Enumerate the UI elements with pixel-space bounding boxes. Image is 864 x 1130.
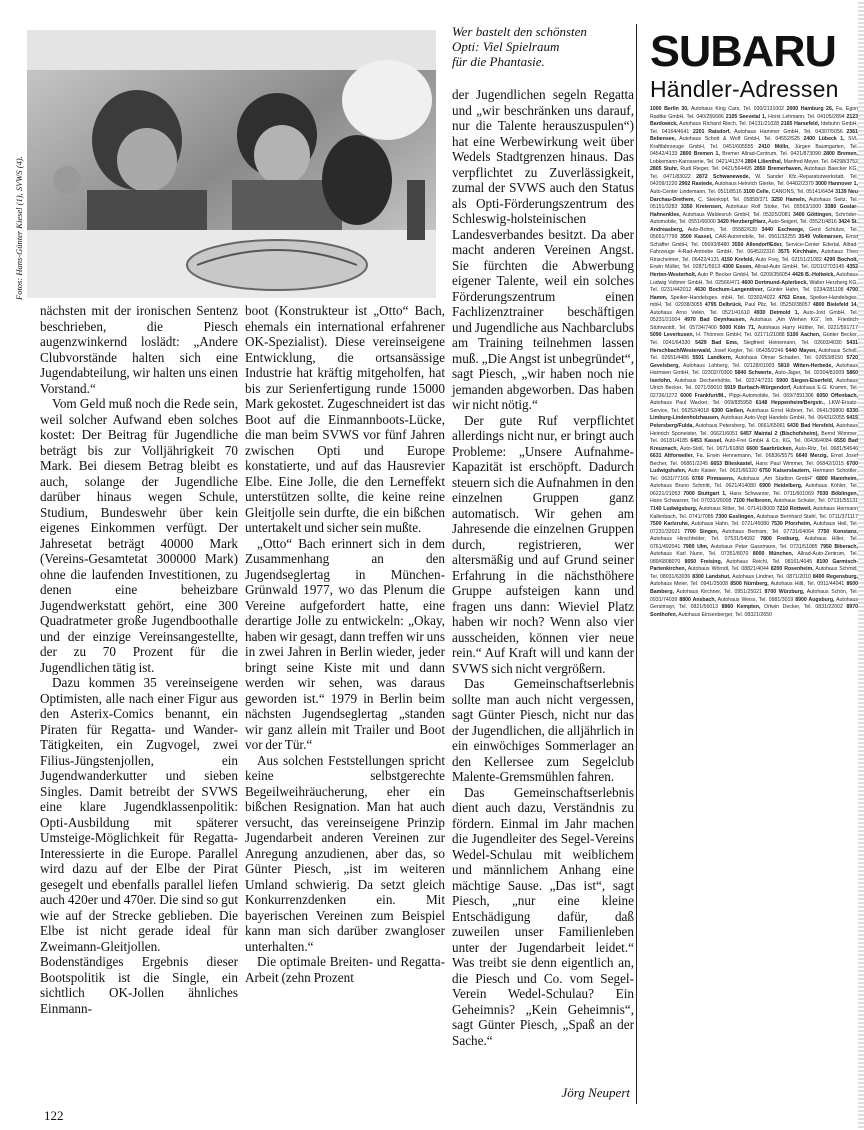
dealer-entry [730, 581, 846, 587]
dealer-postcode-city: 2123 Bardowick, [650, 113, 858, 128]
dealer-postcode-city: 8900 Augsburg, [795, 596, 835, 603]
dealer-entry [735, 370, 847, 376]
article-column-2 [245, 303, 445, 985]
dealer-details: Auto-Jost GmbH, Tel. 05231/21004 [650, 309, 858, 324]
dealer-details: Speiker-Handelsges. mbH, Tel. 02938/3055 [650, 294, 858, 309]
dealer-postcode-city: 8100 Garmisch-Partenkirchen, [650, 558, 858, 573]
dealer-entry [733, 498, 858, 504]
dealer-postcode-city: 4763 Ense, [778, 294, 807, 301]
dealer-postcode-city: 4150 Krefeld, [721, 256, 754, 263]
dealer-details: Speiker-Handelsges. mbH, Tel. 02302/4022 [667, 294, 779, 301]
dealer-entry [690, 438, 834, 444]
dealer-details: Jürgen Baumgarten, Tel. 04542/4133 [650, 143, 858, 158]
dealer-postcode-city: 8000 München, [752, 551, 794, 558]
dealer-postcode-city: 6653 Blieskastel, [710, 460, 754, 467]
dealer-postcode-city: 4800 Bielefeld 14, [812, 302, 858, 309]
paragraph: Aus solchen Feststellungen spricht keine selbstgerechte Begeilweihräucherung, eher ein bißchen Resignation. Man hat auch versucht, das vereinseigene Prinzip Jugendarbeit anderen Vereinen zur Anregung anzudienen, aber das, so Günter Piesch, „ist im weiteren Umland schwierig. Da setzt gleich Konkurrenzdenken ein. Mit bayerischen Vereinen zum Beispiel kann man sich darüber zwangloser unterhalten.“ [245, 752, 445, 954]
dealer-details: Manfred Meyer, Tel. 04298/3752 [782, 158, 858, 165]
dealer-details: Bernd Wimmer, Tel. 06181/4185 [650, 430, 858, 445]
article-column-1 [40, 303, 238, 1016]
dealer-details: Autohaus „Am Wiehen KG“, Inh. Friedrich Stührwoldt, Tel. 05734/7400 [650, 317, 858, 331]
dealer-details: LKW-Ersatz-Service, Tel. 06252/4018 [650, 400, 858, 414]
dealer-details: Horst Lehmann, Tel. 04105/2894 [766, 113, 847, 120]
dealer-postcode-city: 4700 Hamm, [650, 287, 858, 301]
photo-illustration [27, 30, 436, 298]
photo-children-building-optis [27, 30, 436, 298]
dealer-details: Fa. Erwin Hennemann, Tel. 06836/5575 [693, 453, 796, 460]
dealer-postcode-city: 5090 Leverkusen, [650, 332, 694, 339]
paragraph: Die optimale Breiten- und Regatta-Arbeit (zehn Prozent [245, 954, 445, 985]
dealer-postcode-city: 8600 Bamberg, [650, 581, 858, 595]
dealer-details: Autohaus Hirschfelder, Tel. 07531/54092 [650, 536, 761, 543]
paragraph: nächsten mit der ironischen Sentenz beschrieben, die Piesch augenzwinkernd loslädt: „Andere Clubvorstände halten sich eine Jugendabteilung, wir halten uns einen Vorstand.“ [40, 303, 238, 396]
dealer-postcode-city: 3400 Göttingen, [792, 211, 833, 218]
dealer-details: Autohaus Auto-Vogt Handels GmbH, Tel. 06431/2055 [719, 415, 847, 422]
dealer-postcode-city: 6550 Bad Kreuznach, [650, 438, 858, 452]
dealer-details: Autohaus Harmsen GmbH, Tel. 02302/70300 [650, 362, 858, 377]
dealer-postcode-city: 2800 Bremen, [823, 151, 858, 158]
dealer-postcode-city: 7700 Singen, [684, 528, 719, 535]
dealer-details: Autohaus Hammer GmbH, Tel. 04307/5056 [730, 128, 847, 135]
dealer-details: Autohaus Paul Wacker, Tel. 069/835958 [650, 400, 756, 407]
dealer-details: Autohaus Wörndl, Tel. 08821/4044 [686, 566, 771, 573]
dealer-entry [715, 514, 858, 520]
dealer-details: Bremer Allrad-Centrum, Tel. 0421/873090 [719, 151, 824, 158]
dealer-details: Ortwin Decker, Tel. 0831/22002 [760, 604, 847, 611]
dealer-postcode-city: 2410 Mölln, [758, 143, 790, 150]
dealer-postcode-city: 6640 Merzig, [795, 453, 829, 460]
dealer-details: Autohaus Einsenberger, Tel. 08321/2650 [677, 611, 772, 618]
dealer-details: Autohaus Richard Riech, Tel. 04131/21028 [677, 121, 781, 128]
dealer-details: Idebuhn GmbH, Tel. 04164/4641 [650, 121, 858, 135]
dealer-details: Auto-Stoll, Tel. 0671/61868 [677, 445, 747, 452]
paragraph: der Jugendlichen segeln Regatta und „wir beschränken uns darauf, nur die Talente herauszuspulen“) hat eine Werbewirkung weit über Wedels Stadtgrenzen hinaus. Das verpflichtet zu Zuverlässigkeit, zumal der SVWS auch den Status als Opti-Förderungszentrum des Schleswig-holsteinischen Landesverbandes besitzt. Da aber macht anderen Vereinen Angst. Sie fürchten die Abwerbung eigener Talente, weil ein solches Förderungszentrum einen Fachlizenztrainer beschäftigen und Jugendliche aus Nachbarclubs am Training teilnehmen lassen muß. „Die Angst ist unbegründet“, sagt Piesch, „wir haben noch nie jemanden abgeworben. Das haben wir nicht nötig.“ [452, 87, 634, 412]
dealer-details: Autohaus Heinrich Sponeister, Tel. 06621/6051 [650, 422, 858, 437]
dealer-postcode-city: 3100 Celle, [743, 189, 771, 196]
dealer-postcode-city: 6800 Mannheim, [816, 475, 858, 482]
dealer-entry [743, 189, 835, 195]
dealer-details: Autohaus Hiltl, Tel. 0911/44041 [768, 581, 847, 588]
dealer-postcode-city: 8300 Landshut, [692, 573, 731, 580]
dealer-details: Autohaus Weiss, Tel. 0981/3019 [715, 596, 796, 603]
dealer-details: Hans Paul Wimmer, Tel. 06842/1015 [753, 460, 847, 467]
dealer-details: Autohaus Schön, Tel. 0931/74039 [650, 589, 858, 603]
dealer-postcode-city: 5900 Siegen-Eiserfeld, [776, 377, 834, 384]
dealer-postcode-city: 3420 Herzberg/Harz, [717, 219, 767, 226]
dealer-entry [692, 476, 816, 482]
dealer-details: Autohaus Otmar Schaden, Tel. 02653/8150 [732, 355, 847, 362]
dealer-entry [683, 544, 820, 550]
dealer-postcode-city: 2400 Lübeck 1, [803, 136, 845, 143]
dealer-postcode-city: 3575 Kirchhain, [778, 249, 819, 256]
dealer-details: Autohaus Hiller, Tel. 0761/492041 [650, 536, 858, 550]
caption-line: Opti: Viel Spielraum [452, 39, 560, 54]
dealer-entry [722, 604, 847, 610]
dealer-postcode-city: 6700 Ludwigshafen, [650, 460, 858, 475]
dealer-postcode-city: 3500 Kassel, [680, 234, 713, 241]
dealer-entry [679, 181, 815, 187]
dealer-postcode-city: 5840 Schwerte, [734, 370, 773, 377]
dealer-details: Autohaus Meier, Tel. 0941/25008 [650, 581, 731, 588]
dealer-details: Autohaus Heil, Tel. 07231/32021 [650, 521, 858, 535]
dealer-entry [717, 219, 838, 225]
ad-subtitle: Händler-Adressen [650, 76, 839, 102]
dealer-postcode-city: 8200 Rosenheim, [770, 566, 814, 573]
dealer-details: Autohaus Seitz, Tel. 05151/3283 [650, 196, 858, 211]
dealer-details: Autohaus Rolf Stoke, Tel. 05563/1000 [722, 204, 825, 211]
dealer-postcode-city: 6430 Bad Hersfeld, [787, 422, 835, 429]
dealer-details: Walter Herzberg KG, Tel. 0231/442012 [650, 279, 858, 294]
dealer-entry [720, 325, 858, 331]
dealer-details: Josef Kegler, Tel. 06435/2246 [711, 347, 786, 354]
dealer-postcode-city: 5429 Bad Ems, [695, 339, 739, 346]
dealer-postcode-city: 5860 Iserlohn, [650, 370, 858, 384]
paragraph: Vom Geld muß noch die Rede sein, weil solcher Aufwand eben solches kostet: Der Beitrag für Jugendliche beträgt bis zur Volljährigkeit 70 Mark. Bei diesem Betrag bleibt es auch, solange der Jugendliche darüber hinaus wegen Schule, Studium, Bundeswehr über kein eigenes Einkommen verfügt. Der Jahresetat beträgt 40000 Mark (Vereins-Gesamtetat 300000 Mark) ohne die laufenden Investitionen, zu denen eine beheizbare Jugendwerkstatt gehört, eine 300 Quadratmeter große Jugendboothalle und der einzige Vereinsangestellte, der zu 70 Prozent für die Jugendlichen tätig ist. [40, 396, 238, 675]
dealer-details: Erwin Müller, Tel. 02871/5913 [650, 264, 723, 271]
dealer-postcode-city: 4630 Bochum-Langendreer, [694, 287, 764, 294]
dealer-entry [726, 114, 847, 120]
dealer-entry [650, 332, 787, 338]
dealer-details: Auto Kaiser, Tel. 0621/66320 [686, 468, 760, 475]
dealer-postcode-city: 4290 Bocholt, [823, 256, 858, 263]
dealer-postcode-city: 2000 Hamburg 26, [786, 106, 834, 112]
dealer-postcode-city: 3549 Volkmarsen, [798, 234, 844, 241]
dealer-postcode-city: 3424 St. Andreasberg, [650, 219, 858, 233]
dealer-postcode-city: 5810 Witten-Herbede, [777, 362, 833, 369]
dealer-postcode-city: 7750 Konstanz, [817, 528, 858, 535]
dealer-details: Paul Pilz, Tel. 05250/38057 [742, 302, 813, 309]
dealer-postcode-city: 7900 Ulm, [682, 543, 709, 550]
dealer-entry [695, 340, 846, 346]
dealer-postcode-city: 3250 Hameln, [771, 196, 807, 203]
dealer-postcode-city: 6457 Maintal 2 (Bischofsheim), [740, 430, 819, 437]
dealer-postcode-city: 7500 Karlsruhe, [650, 521, 690, 528]
dealer-entry [650, 453, 796, 459]
dealer-postcode-city: 4300 Essen, [722, 264, 753, 271]
dealer-postcode-city: 5000 Köln 71, [719, 324, 756, 331]
page-edge [858, 0, 864, 1130]
dealer-postcode-city: 2201 Raisdorf, [692, 128, 731, 135]
paragraph: Dazu kommen 35 vereinseigene Optimisten, alle nach einer Figur aus den Asterix-Comics benannt, ein Piraten für Regatta- und Wander-Tätigkeiten, ein Zugvogel, zwei Filius-Jüngstenjollen, ein Jugendwanderkutter und sieben Singles. Damit betreibt der SVWS eine klare Jugendklassenpolitik: Opti-Ausbildung mit späterer Umsteige-Möglichkeit für Regatta-Interessierte in die Europe. Parallel wird dazu auf der Elbe der Pirat gesegelt und ebenfalls parallel liefen auch 420er und 470er. Die sind so gut wie auf der Strecke geblieben. Die Elbe ist nicht gerade ideal für Zweimann-Gleitjollen. Bodenständiges Ergebnis dieser Bootspolitik ist die Single, ein sichtlich OK-Jollen ähnliches Einmann- [40, 675, 238, 1016]
paragraph: Das Gemeinschaftserlebnis dient auch dazu, Verständnis zu fördern. Einmal im Jahr machen die Jugendleiter des Segel-Vereins Wedel-Schulau mit weiblichem und männlichem Anhang eine mächtige Sause. „Das ist“, sagt Piesch, „nur eine kleine Entschädigung dafür, daß zuweilen unser Familienleben unter der Jugendarbeit leidet.“ Was treibt sie denn eigentlich an, die Piesch und Co. vom Segel-Verein Wedel-Schulau? Ein Geheimnis? „Kein Geheimnis“, sagt Günter Piesch, „Spaß an der Sache.“ [452, 784, 634, 1048]
dealer-details: Autohaus Bertram, Tel. 07731/64064 [718, 528, 818, 535]
caption-line: Wer bastelt den schönsten [452, 24, 587, 39]
dealer-postcode-city: 4930 Detmold 1, [753, 309, 800, 316]
dealer-details: Gerd Schütze, Tel. 05651/7799 [650, 226, 858, 241]
dealer-postcode-city: 6453 Kassel, [690, 438, 723, 445]
dealer-postcode-city: 8700 Würzburg, [764, 589, 805, 595]
dealer-details: Siegfried Heinemann, Tel. 02603/4030 [738, 339, 847, 346]
dealer-details: Günter Becker, Tel. 0241/64330 [650, 332, 858, 346]
dealer-entry [711, 408, 846, 414]
dealer-details: Autohaus Ernst Hübner, Tel. 0641/39800 [744, 407, 847, 414]
dealer-postcode-city: 6415 Petersberg/Fulda, [650, 415, 858, 429]
dealer-details: W. Sander Kfz.-Reparaturwerkstatt, Tel. 04209/1220 [650, 173, 858, 188]
dealer-entry [693, 129, 847, 135]
dealer-postcode-city: 8400 Regensburg, [812, 573, 858, 580]
dealer-postcode-city: 2165 Harsefeld, [780, 121, 820, 128]
dealer-postcode-city: 2804 Lilienthal, [744, 158, 783, 165]
photo-caption [452, 24, 632, 69]
article-column-3 [452, 87, 634, 1048]
dealer-postcode-city: 6750 Kaiserslautern, [759, 468, 811, 475]
dealer-postcode-city: 7800 Freiburg, [760, 536, 800, 543]
dealer-details: Service-Center Edertal, Allrad-Fahrzeuge 4-Rad-Antriebe GmbH, Tel. 06452/2316 [650, 241, 858, 256]
dealer-details: Allrad-Auto-Zentrum, Tel. 089/6808070 [650, 551, 858, 565]
dealer-postcode-city: 6760 Pirmasens, [691, 475, 735, 482]
dealer-entry [745, 159, 858, 165]
dealer-details: Ernst Josef Becher, Tel. 06861/2245 [650, 453, 858, 467]
dealer-postcode-city: 6300 Gießen, [711, 407, 745, 414]
dealer-postcode-city: 2902 Rastede, [678, 181, 714, 188]
dealer-postcode-city: 2805 Stuhr, [650, 166, 679, 173]
dealer-details: SVL Kraftfahrzeuge GmbH, Tel. 0451/605555 [650, 136, 858, 150]
dealer-details: Autohaus Hahn, Tel. 0721/45080 [689, 521, 772, 528]
dealer-details: Hermann Schottler, Tel. 0631/77166 [650, 468, 858, 482]
dealer-entry [680, 151, 823, 157]
dealer-postcode-city: 7000 Stuttgart 1, [683, 490, 727, 497]
dealer-details: Auto-Frei GmbH & Co. KG, Tel. 06436/4084 [722, 438, 835, 445]
dealer-postcode-city: 1000 Berlin 30, [650, 106, 689, 112]
dealer-entry [650, 166, 754, 172]
dealer-postcode-city: 7300 Esslingen, [715, 513, 755, 520]
dealer-details: Autohaus Baecker KG, Tel. 0471/83022 [650, 166, 858, 180]
dealer-details: Allrad-Auto GmbH, Tel. 0201/2703145 [752, 264, 847, 271]
dealer-details: Autohaus Theo Rinscheimer, Tel. 06422/4131 [650, 249, 858, 263]
dealer-postcode-city: 8500 Nürnberg, [730, 581, 769, 588]
dealer-details: Autohaus Scholl, Tel. 02651/4486 [650, 347, 858, 362]
dealer-postcode-city: 3139 Neu Darchau-Drethem, [650, 189, 858, 203]
dealer-postcode-city: 6900 Heidelberg, [759, 483, 803, 490]
dealer-postcode-city: 7030 Böblingen, [816, 490, 858, 497]
dealer-postcode-city: 7100 Heilbronn, [733, 498, 773, 505]
dealer-details: Autohaus Waldesruh GmbH, Tel. 05325/2081 [680, 211, 793, 218]
dealer-details: Autohaus King Cars, Tel. 030/2131002 [688, 106, 787, 112]
dealer-postcode-city: 5100 Aachen, [786, 332, 821, 339]
dealer-details: Autohaus Harry Hüttler, Tel. 0221/591717 [755, 324, 858, 331]
dealer-postcode-city: 3550 Allendorf/Eder, [731, 241, 783, 248]
dealer-entry [650, 521, 771, 527]
dealer-postcode-city: 7530 Pforzheim, [771, 521, 812, 528]
dealer-postcode-city: 5919 Burbach-Würgendorf, [724, 385, 792, 392]
dealer-details: C. Steinkopf, Tel. 05858/371 [694, 196, 772, 203]
paragraph: boot (Konstrukteur ist „Otto“ Bach, ehemals ein international erfahrener OK-Spezialist). Diese vereinseigene Entwicklung, die ortsansässige Industrie hat kräftig mitgeholfen, hat bis zur Serienfertigung runde 15000 Mark gekostet. Zugeschneidert ist das Boot auf die Einmannboots-Lücke, die man beim SVWS vor fünf Jahren zwischen Opti und Europe konstatierte, und auf das Hausrevier Elbe. Eine Jolle, die den Lerneffekt unterstützen sollte, die keine reine Gleitjolle sein durfte, die ein bißchen untertakelt und sicher sein mußte. [245, 303, 445, 535]
dealer-details: Autohaus Kirchner, Tel. 0951/25021 [673, 589, 765, 595]
dealer-details: Auto-Seigert, Tel. 05521/4816 [766, 219, 839, 226]
caption-line: für die Phantasie. [452, 54, 545, 69]
dealer-postcode-city: 8800 Ansbach, [679, 596, 716, 603]
dealer-entry [683, 491, 817, 497]
dealer-entry [746, 446, 858, 452]
paragraph: Das Gemeinschaftserlebnis sollte man auch nicht vergessen, sagt Günter Piesch, nicht nur das der Jugendlichen, die alljährlich in ein einwöchiges Sommerlager an den Kellersee zum Segelclub Malente-Gremsmühlen fahren. [452, 676, 634, 784]
dealer-details: Autohaus Ludwig Voltmer GmbH, Tel. 02566/471 [650, 272, 858, 286]
dealer-postcode-city: 5720 Gevelsberg, [650, 355, 858, 369]
dealer-details: Autohaus Petersberg, Tel. 0661/65061 [693, 422, 788, 429]
dealer-details: Autohaus Ritter, Tel. 07141/8009 [697, 505, 777, 512]
dealer-details: Autohaus Lohberg, Tel. 02128/01003 [679, 362, 778, 369]
dealer-details: Autohaus Heinrich Gierke, Tel. 04402/2379 [713, 181, 816, 188]
dealer-postcode-city: 2872 Schwanewede, [696, 173, 750, 180]
paragraph: Der gute Ruf verpflichtet allerdings nicht nur, er bringt auch Probleme: „Unsere Aufnahme-Kapazität ist erschöpft. Dadurch steuern sich die Aufnahmen in den einzelnen Gruppen ganz automatisch. Wir gehen am Jahresende die einzelnen Gruppen durch, registrieren, wer altersmäßig und auf Grund seiner Erfahrung in die nächsthöhere Gruppe aufsteigen kann und fragen uns dann: Wieviel Platz haben wir noch? Wenn also vier ausscheiden, können vier neue rein.“ Auf Kraft will und kann der SVWS sich nicht vergrößern. [452, 412, 634, 676]
dealer-details: Autohaus E.G. Kramm, Tel. 02736/1272 [650, 385, 858, 399]
dealer-entry [685, 559, 817, 565]
page-number: 122 [44, 1108, 64, 1123]
dealer-details: Autohaus Reichl, Tel. 08161/4045 [722, 558, 817, 565]
dealer-details: Fa. Egon Radtke GmbH, Tel. 040/256686 [650, 106, 858, 120]
dealer-entry [681, 204, 825, 210]
dealer-postcode-city: 4795 Delbrück, [704, 302, 743, 309]
dealer-postcode-city: 4600 Dortmund-Aplerbeck, [741, 279, 808, 286]
dealer-postcode-city: 2105 Seevetal 1, [725, 113, 767, 120]
dealer-entry [711, 461, 847, 467]
dealer-entry [650, 106, 787, 112]
dealer-details: Autohaus Köhler, Tel. 06221/21053 [650, 483, 858, 497]
dealer-postcode-city: 5440 Mayen, [785, 347, 817, 354]
dealer-postcode-city: 6000 Frankfurt/M., [680, 392, 727, 399]
dealer-postcode-city: 6148 Heppenheim/Bergstr., [755, 400, 825, 407]
dealer-postcode-city: 3440 Eschwege, [761, 226, 805, 233]
dealer-details: Autohaus Dechenhöhle, Tel. 02374/7231 [671, 377, 777, 384]
dealer-details: Auto-Bohm, Tel. 05582/639 [683, 226, 762, 233]
dealer-postcode-city: 8970 Sonthofen, [650, 604, 858, 618]
dealer-entry [680, 234, 798, 240]
dealer-details: Ernst Schäffer GmbH, Tel. 05693/8480 [650, 234, 858, 248]
dealer-details: Auto P. Becker GmbH, Tel. 0209/356054 [696, 272, 793, 279]
dealer-details: Hans Schwarzer, Tel. 0711/601069 [726, 490, 817, 497]
dealer-postcode-city: 6050 Offenbach, [816, 392, 858, 399]
dealer-postcode-city: 2800 Bremen 1, [679, 151, 720, 158]
dealer-entry [680, 393, 816, 399]
dealer-postcode-city: 4352 Herten-Westerholt, [650, 264, 858, 279]
dealer-postcode-city: 5431 Herschbach/Westerwald, [650, 339, 858, 354]
dealer-details: Schröder-Automobile, Tel. 0551/66000 [650, 211, 858, 226]
dealer-postcode-city: 3000 Hannover 1, [815, 181, 858, 188]
dealer-details: Pippi-Automobile, Tel. 069/7891306 [726, 392, 817, 399]
dealer-details: Autohaus Hermann Kallenbach, Tel. 0741/7085 [650, 505, 858, 520]
dealer-postcode-city: 6330 Limburg-Lindenholzhausen, [650, 407, 858, 422]
dealer-postcode-city: 2850 Bremerhaven, [754, 166, 803, 173]
column-divider [636, 24, 637, 1104]
dealer-postcode-city: 7950 Biberach, [820, 543, 858, 550]
dealer-postcode-city: 8960 Kempten, [721, 604, 761, 611]
dealer-entry [679, 597, 795, 603]
subaru-dealer-ad [650, 30, 858, 1100]
photo-credit: Fotos: Hans-Günter Kiesel (1), SVWS (4). [14, 156, 24, 300]
dealer-entry [684, 529, 818, 535]
dealer-details: Rudi Rieger, Tel. 0421/564495 [678, 166, 754, 173]
dealer-postcode-city: 6600 Saarbrücken, [746, 445, 794, 452]
dealer-details: Autohaus Schmid, Tel. 08031/63036 [650, 566, 858, 580]
dealer-details: Autohaus Peter Gassmann, Tel. 0731/51085 [708, 543, 821, 550]
dealer-details: Auto-Ritz, Tel. 0681/54546 [793, 445, 858, 452]
ad-brand: SUBARU [650, 30, 836, 76]
dealer-details: CANONS, Tel. 05141/6434 [770, 189, 836, 196]
dealer-postcode-city: 6631 Altforweiler, [650, 453, 694, 460]
dealer-postcode-city: 3380 Goslar-Hahnenklee, [650, 204, 858, 218]
dealer-list [650, 106, 858, 619]
dealer-details: Autohaus „Am Stadion GmbH“ [734, 475, 817, 482]
dealer-postcode-city: 5501 Landkern, [692, 355, 733, 362]
dealer-entry [650, 506, 777, 512]
dealer-entry [692, 355, 846, 361]
dealer-details: Auto Frey, Tel. 02151/21082 [753, 256, 824, 263]
dealer-details: Autohaus Ulrich Becker, Tel. 0271/39010 [650, 377, 858, 392]
dealer-postcode-city: 4426 B.-Holtwick, [792, 272, 835, 279]
dealer-details: Autohaus Schott & Wolf GmbH, Tel. 04552/525 [675, 136, 804, 143]
dealer-details: Hans Schwarzer, Tel. 07031/26008 [650, 498, 734, 505]
dealer-entry [694, 287, 846, 293]
dealer-details: Günter Hahn, Tel. 0234/281108 [763, 287, 847, 294]
dealer-entry [721, 257, 824, 263]
dealer-details: Autohaus Lindner, Tel. 0871/2010 [730, 573, 813, 580]
dealer-postcode-city: 3350 Kreiensen, [680, 204, 723, 211]
dealer-details: Autohaus Bruno Schmitt, Tel. 0621/414080 [650, 483, 760, 490]
dealer-postcode-city: 4970 Bad Oeynhausen, [684, 317, 747, 324]
dealer-entry [705, 302, 813, 308]
dealer-postcode-city: 7140 Ludwigsburg, [650, 505, 698, 512]
dealer-entry [722, 264, 846, 270]
dealer-postcode-city: 8050 Freising, [684, 558, 723, 565]
dealer-details: Auto-Jäger, Tel. 02304/81009 [772, 370, 847, 377]
dealer-details: H. Thönnes GmbH, Tel. 02171/21088 [693, 332, 787, 339]
dealer-details: Auto-Center Lindemann, Tel. 0511/8516 [650, 189, 744, 196]
dealer-details: Lobkemann-Karosserie, Tel. 0421/41374 [650, 158, 745, 165]
paragraph: „Otto“ Bach erinnert sich in dem Zusammenhang an den Jugendseglertag in München-Grünwald 1977, wo das Plenum die Vereine aufgefordert hatte, eine derartige Jolle zu entwickeln: „Okay, haben wir gesagt, dann treffen wir uns in zwei Jahren in Berlin wieder, jeder bringt seine Kiste mit und dann werden wir sehen, was daraus geworden ist.“ 1979 in Berlin beim nächsten Jugendseglertag „standen wir ganz allein mit Trailer und Boot vor der Tür.“ [245, 535, 445, 752]
dealer-details: Autohaus Schuler, Tel. 07131/55131 [772, 498, 858, 505]
article-author: Jörg Neupert [561, 1085, 630, 1100]
dealer-details: Autohaus Gerstmayr, Tel. 0821/56013 [650, 596, 858, 611]
dealer-details: Autohaus Karl Nunn, Tel. 07351/8070 [650, 551, 753, 558]
dealer-details: Autohaus Bernhard Stahl, Tel. 0711/371117 [754, 513, 858, 520]
dealer-entry [692, 574, 813, 580]
dealer-details: Autohaus Arno Velen, Tel. 0521/41610 [650, 309, 754, 316]
dealer-postcode-city: 2361 Bebensee, [650, 128, 858, 143]
dealer-details: CAR-Automobile, Tel. 0561/32255 [712, 234, 799, 241]
dealer-postcode-city: 7210 Rottweil, [776, 505, 812, 512]
